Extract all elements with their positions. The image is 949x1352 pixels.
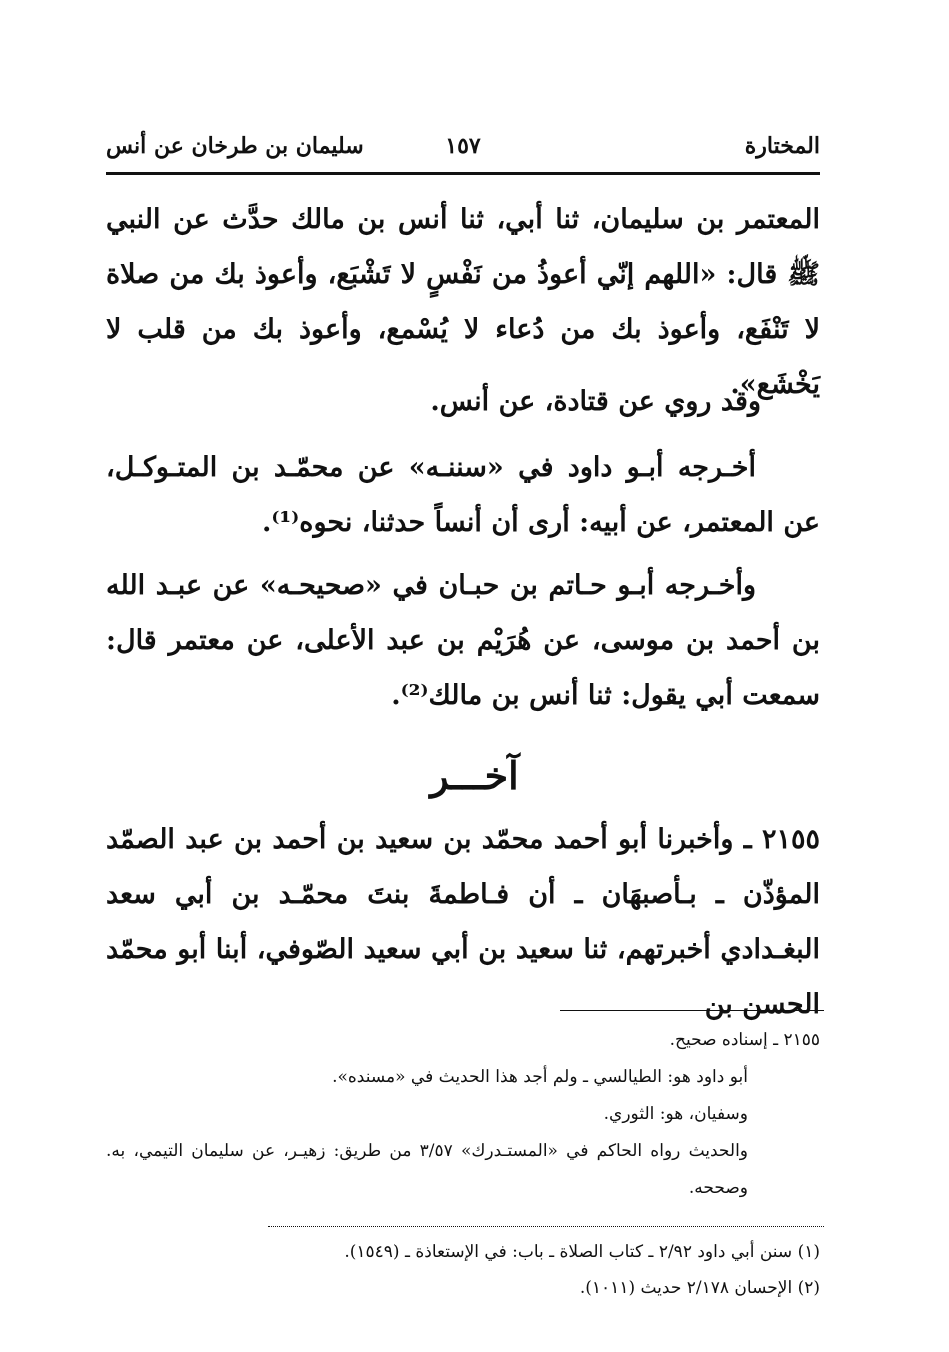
footnote-line: أبو داود هو: الطيالسي ـ ولم أجد هذا الحديث في «مسنده».	[332, 1067, 748, 1087]
page-number: ١٥٧	[445, 133, 481, 159]
footnote-line: والحديث رواه الحاكم في «المستـدرك» ٣/٥٧ من طريق: زهيـر، عن سليمان التيمي، به. وصححه.	[106, 1141, 748, 1198]
page-header	[106, 128, 820, 168]
header-divider	[106, 172, 820, 175]
footnote-divider	[560, 1010, 824, 1011]
footnote-line: وسفيان، هو: الثوري.	[603, 1104, 748, 1124]
footnote-line: ٢١٥٥ ـ إسناده صحيح.	[669, 1030, 820, 1050]
endnote-1: (١) سنن أبي داود ٢/٩٢ ـ كتاب الصلاة ـ باب: في الإستعاذة ـ (١٥٤٩).	[344, 1242, 820, 1262]
paragraph-ibn-hibban: وأخـرجه أبـو حـاتم بن حبـان في «صحيحـه» عن عبـد الله بن أحمد بن موسى، عن هُرَيْم بن عبد الأعلى، عن معتمر قال: سمعت أبي يقول: ثنا أنس بن مالك⁽²⁾.	[106, 570, 820, 711]
footnotes-block	[106, 1022, 820, 1207]
paragraph-hadith-2155: ٢١٥٥ ـ وأخبرنا أبو أحمد محمّد بن سعيد بن أحمد بن عبد الصمّد المؤذّن ـ بـأصبهَان ـ أن فـاطمةَ بنتَ محمّـد بن أبي سعد البغـدادي أخبرتهم، ثنا سعيد بن أبي سعيد الصّوفي، أبنا أبو محمّد الحسن بن	[106, 824, 820, 1020]
paragraph-abu-dawud: أخـرجه أبـو داود في «سننـه» عن محمّـد بن المتـوكـل، عن المعتمر، عن أبيه: أرى أن أنساً حدثنا، نحوه⁽¹⁾.	[106, 452, 820, 538]
notes-divider	[268, 1226, 824, 1227]
paragraph-hadith: المعتمر بن سليمان، ثنا أبي، ثنا أنس بن مالك حدَّث عن النبي ﷺ قال: «اللهم إنّي أعوذُ من نَفْسٍ لا تَشْبَع، وأعوذ بك من صلاة لا تَنْفَع، وأعوذ بك من دُعاء لا يُسْمع، وأعوذ بك من قلب لا يَخْشَع».	[106, 204, 820, 400]
paragraph-riwaya: وقد روي عن قتادة، عن أنس.	[430, 386, 761, 417]
section-heading: آخـــر	[430, 753, 519, 798]
chapter-title: سليمان بن طرخان عن أنس	[106, 133, 364, 159]
endnote-2: (٢) الإحسان ٢/١٧٨ حديث (١٠١١).	[579, 1278, 820, 1298]
book-title: المختارة	[744, 133, 820, 159]
endnotes-block	[106, 1234, 820, 1306]
